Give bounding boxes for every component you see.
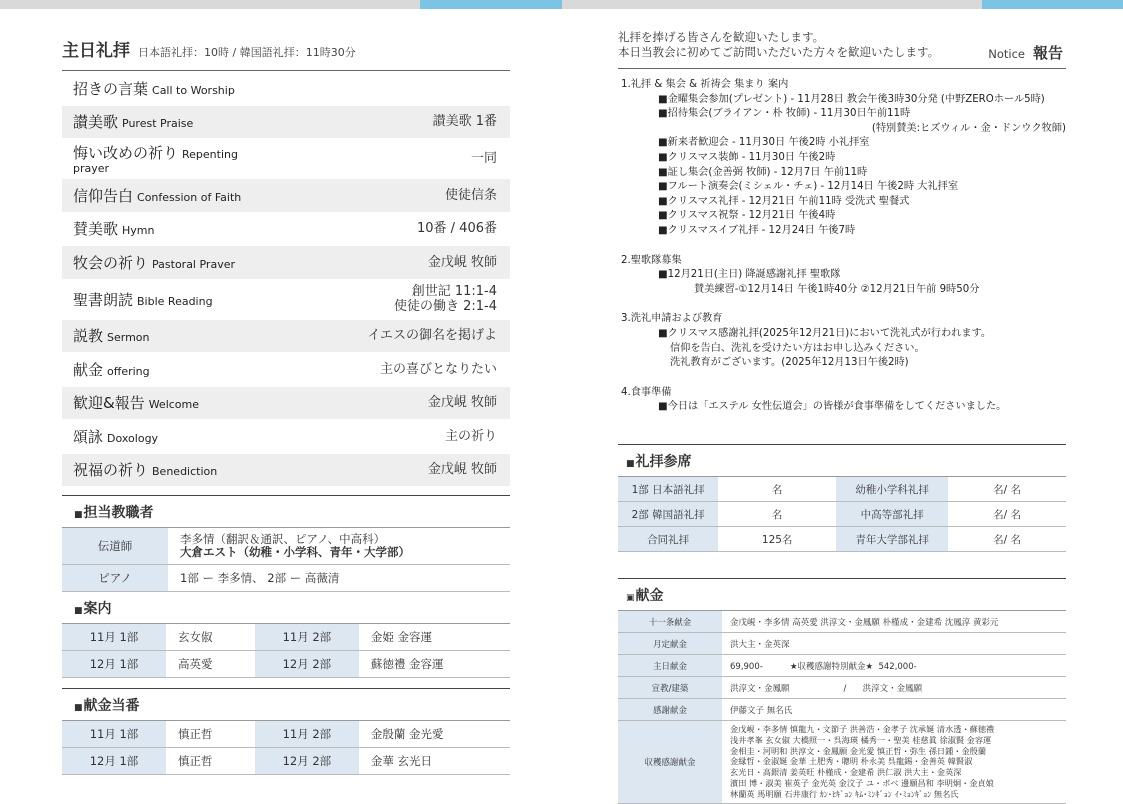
order-item-value	[428, 255, 497, 270]
table-cell: 青年大学部礼拝	[836, 527, 948, 552]
table-cell: 11月 2部	[255, 721, 359, 748]
order-item-value-line: 讃美歌 1番	[432, 114, 497, 130]
order-item	[62, 353, 510, 387]
attendance-heading: ■礼拝参席	[618, 444, 1066, 477]
order-item-name	[73, 185, 241, 206]
table-cell: 1部 日本語礼拝	[618, 477, 718, 502]
worship-page	[62, 36, 510, 775]
table-row	[618, 677, 1066, 699]
order-item-title	[73, 252, 235, 273]
order-item-value-line: 主の喜びとなりたい	[379, 361, 497, 377]
order-item-title	[73, 111, 193, 132]
order-item-value-line: 一同	[470, 151, 497, 166]
table-cell: 蘇徳禮 金容運	[359, 651, 510, 678]
order-item-ja: 悔い改めの祈り	[73, 144, 179, 162]
order-item-name	[73, 392, 199, 413]
order-item-ja: 祝福の祈り	[73, 461, 149, 480]
table-cell: 金華 玄光日	[359, 748, 510, 775]
table-cell: 名/ 名	[948, 502, 1066, 527]
offering-duty-table	[62, 721, 510, 775]
divider	[618, 68, 1066, 69]
announcement-section	[621, 78, 1066, 239]
offering-value: 69,900- ★収穫感謝特別献金★ 542,000-	[722, 655, 1066, 677]
table-cell: 名	[718, 502, 836, 527]
table-cell: 金殷蘭 金光愛	[359, 721, 510, 748]
order-item-name	[73, 218, 154, 239]
order-item-ja: 聖書朗読	[73, 290, 134, 309]
table-cell: 12月 2部	[255, 748, 359, 775]
guide-table	[62, 624, 510, 678]
announcements	[621, 78, 1066, 430]
service-times: 日本語礼拝：10時 / 韓国語礼拝：11時30分	[138, 46, 356, 59]
table-cell: 慎正哲	[166, 721, 255, 748]
table-cell: 12月 1部	[62, 651, 166, 678]
order-item	[62, 106, 510, 140]
order-item-value-line: 使徒信条	[444, 187, 497, 203]
order-item-en: Sermon	[107, 331, 150, 345]
table-row	[618, 502, 1066, 527]
table-row	[618, 633, 1066, 655]
announcement-line: 賛美練習-①12月14日 午後1時40分 ②12月21日午前 9時50分	[694, 283, 980, 295]
staff-label: 伝道師	[62, 528, 168, 565]
table-cell: 11月 2部	[255, 624, 359, 651]
table-cell: 中高等部礼拝	[836, 502, 948, 527]
top-bar-left-gray	[0, 0, 420, 9]
top-bar-right-gray	[562, 0, 982, 9]
order-item	[62, 320, 510, 354]
order-item-title	[73, 185, 241, 206]
table-row	[618, 527, 1066, 552]
top-bar-left-accent	[420, 0, 562, 9]
notice-page	[618, 30, 1066, 799]
order-item	[62, 387, 510, 421]
order-item-value	[394, 284, 497, 314]
order-item	[62, 139, 510, 179]
order-item-en: Benediction	[152, 465, 218, 479]
table-cell: 11月 1部	[62, 721, 166, 748]
table-row	[618, 699, 1066, 721]
order-item-en-cont: prayer	[73, 162, 110, 175]
table-row	[618, 721, 1066, 804]
order-item-en: Bible Reading	[137, 294, 213, 308]
offering-table	[618, 611, 1066, 804]
announcement-line: ■金曜集会参加(プレゼント) - 11月28日 教会午後3時30分発 (中野ZEROホール5時)	[658, 93, 1045, 105]
table-cell: 玄女俶	[166, 624, 255, 651]
order-of-worship	[62, 72, 510, 487]
offering-label: 月定献金	[618, 633, 722, 655]
table-row	[62, 565, 510, 592]
table-row	[618, 655, 1066, 677]
order-item-value-line: イエスの御名を掲げよ	[367, 328, 497, 344]
table-cell: 12月 1部	[62, 748, 166, 775]
staff-value: 1部 ー 李多情、 2部 ー 高薇清	[168, 565, 510, 592]
order-item-name	[73, 325, 150, 346]
order-item-value-line: 主の祈り	[444, 428, 497, 444]
order-item-en: Confession of Faith	[137, 190, 242, 204]
table-cell: 幼稚小学科礼拝	[836, 477, 948, 502]
order-item-value	[417, 221, 497, 236]
table-row	[618, 611, 1066, 633]
offering-label: 感謝献金	[618, 699, 722, 721]
offering-value: 伊藤文子 無名氏	[722, 699, 1066, 721]
order-item-name	[73, 252, 235, 273]
order-item-value	[380, 362, 497, 377]
table-row	[62, 721, 510, 748]
offering-duty-heading: ■献金当番	[62, 688, 510, 721]
page-title: 主日礼拝	[62, 41, 130, 61]
guide-heading: ■案内	[62, 592, 510, 624]
announcement-line: ■フルート演奏会(ミシェル・チェ) - 12月14日 午後2時 大礼拝室	[658, 181, 959, 193]
order-item-value	[433, 114, 497, 129]
table-cell: 名/ 名	[948, 527, 1066, 552]
offering-label: 収穫感謝献金	[618, 721, 722, 804]
offering-label: 宣教/建築	[618, 677, 722, 699]
worship-title-row	[62, 36, 510, 71]
offering-value: 洪大主・金英深	[722, 633, 1066, 655]
order-item-en: Call to Worship	[152, 83, 235, 97]
order-item-name	[73, 359, 150, 380]
order-item-value-line: 金戊峴 牧師	[427, 462, 497, 478]
announcement-section	[621, 312, 1066, 370]
table-row	[62, 748, 510, 775]
table-cell: 名/ 名	[948, 477, 1066, 502]
table-row	[62, 528, 510, 565]
order-item-name	[73, 426, 158, 447]
order-item	[62, 213, 510, 247]
announcement-section	[621, 386, 1066, 415]
announcement-line: 1.礼拝 & 集会 & 祈祷会 集まり 案内	[621, 79, 789, 90]
offering-value: 金戊峴・李多情 慎龍九・文節子 洪善浩・金孝子 沈承娫 清水透・蘇徳禮 浅井孝峯 玄女俶 大橋照一・呉海瑛 橘秀一・聖美 桂慈眞 徐淑賢 金容運 金相圭・河明和 洪淳文・金鳳願 金光愛 慎正哲・弥生 孫日鍾・金殷蘭 金縁哲・金淑娫 金華 土肥秀・聰明 朴永美 呉龍錫・金善英 韓賢淑 玄光日・高銀清 姜英旺 朴槿成・金建希 洪仁淑 洪大主・金英深 濱田 博・淑美 崔英子 金光英 金汶子 ユ・ボベ 邊願昌和 李明炯・金貞娘 林蘭英 馬明願 石井康行 ｶﾝ･ﾋｷﾞｮﾝ ｷﾑ･ﾐﾝｷﾞｮﾝ ｲ･ﾐｮﾝｷﾞｮﾝ 無名氏	[722, 721, 1066, 804]
offering-heading: ▣献金	[618, 578, 1066, 611]
offering-label: 主日献金	[618, 655, 722, 677]
announcement-line: ■今日は「エステル 女性伝道会」の皆様が食事準備をしてくださいました。	[658, 401, 1007, 413]
order-item-value-line: 金戊峴 牧師	[427, 254, 497, 270]
order-item-title	[73, 78, 235, 99]
order-item-ja: 説教	[73, 327, 104, 346]
order-item	[62, 280, 510, 320]
order-item-en: Repenting	[182, 148, 238, 161]
order-item-title	[73, 289, 213, 310]
attendance-section	[618, 444, 1066, 552]
order-item-value-line: 使徒の働き 2:1-4	[393, 299, 497, 314]
order-item-name	[73, 289, 213, 310]
announcement-line: ■証し集会(金善弼 牧師) - 12月7日 午前11時	[658, 166, 868, 178]
order-item-ja: 歓迎&報告	[73, 394, 145, 413]
order-item-value	[445, 429, 497, 444]
top-bar-right-accent	[982, 0, 1123, 9]
order-item-name	[73, 459, 217, 480]
order-item-en: Hymn	[122, 224, 155, 238]
order-item-ja: 牧会の祈り	[73, 253, 149, 272]
order-item	[62, 420, 510, 454]
order-item-value	[368, 328, 497, 343]
table-cell: 金姫 金容運	[359, 624, 510, 651]
order-item	[62, 72, 510, 106]
table-row	[618, 477, 1066, 502]
welcome-text: 礼拝を捧げる皆さんを歓迎いたします。 本日当教会に初めてご訪問いただいた方々を歓迎いたします。	[618, 30, 940, 59]
table-cell: 12月 2部	[255, 651, 359, 678]
order-item-value	[428, 395, 497, 410]
attendance-table	[618, 477, 1066, 552]
order-item-name	[73, 78, 235, 99]
order-item-ja: 献金	[73, 360, 104, 379]
order-item-title	[73, 426, 158, 447]
order-item	[62, 246, 510, 280]
notice-title: Notice 報告	[988, 44, 1063, 62]
announcement-line: 2.聖歌隊募集	[621, 254, 682, 266]
order-item-value	[471, 151, 497, 166]
order-item-title	[73, 392, 199, 413]
order-item-title	[73, 218, 154, 239]
order-item-en: Pastoral Praver	[152, 257, 235, 271]
table-cell: 慎正哲	[166, 748, 255, 775]
order-item-en: offering	[107, 364, 150, 378]
order-item-value-line: 10番 / 406番	[417, 221, 497, 237]
announcement-line: ■12月21日(主日) 降誕感謝礼拝 聖歌隊	[658, 269, 841, 281]
order-item-ja: 招きの言葉	[73, 79, 149, 98]
order-item-title	[73, 325, 150, 346]
order-item-title	[73, 142, 238, 163]
order-item-name	[73, 111, 193, 132]
order-item-value-line: 金戊峴 牧師	[427, 395, 497, 411]
announcement-line: ■クリスマス感謝礼拝(2025年12月21日)において洗礼式が行われます。	[658, 327, 992, 339]
announcement-section	[621, 254, 1066, 298]
announcement-line: ■新来者歓迎会 - 11月30日 午後2時 小礼拝室	[658, 137, 870, 149]
order-item-title	[73, 359, 150, 380]
order-item-ja: 頌詠	[73, 427, 104, 446]
order-item-name	[73, 142, 238, 175]
order-item-en: Welcome	[148, 398, 200, 412]
announcement-line: ■招待集会(ブライアン・朴 牧師) - 11月30日午前11時	[658, 108, 911, 120]
staff-label: ピアノ	[62, 565, 168, 592]
announcement-line: (特別賛美:ヒズウィル・金・ドンウク牧師)	[871, 122, 1066, 134]
announcement-line: 4.食事準備	[621, 386, 672, 398]
order-item-ja: 信仰告白	[73, 186, 134, 205]
order-item	[62, 179, 510, 213]
order-item-value-line: 創世記 11:1-4	[411, 284, 497, 299]
table-cell: 125名	[718, 527, 836, 552]
staff-table	[62, 528, 510, 592]
announcement-line: ■クリスマス礼拝 - 12月21日 午前11時 受洗式 聖餐式	[658, 195, 910, 207]
announcement-line: 信仰を告白、洗礼を受けたい方はお申し込みください。	[670, 342, 925, 354]
order-item-en: Purest Praise	[122, 117, 194, 131]
order-item-en: Doxology	[107, 431, 159, 445]
table-cell: 名	[718, 477, 836, 502]
table-row	[62, 624, 510, 651]
announcement-line: ■クリスマス祝祭 - 12月21日 午後4時	[658, 210, 836, 222]
offering-label: 十一条献金	[618, 611, 722, 633]
table-cell: 合同礼拝	[618, 527, 718, 552]
offering-section	[618, 578, 1066, 804]
table-cell: 高英愛	[166, 651, 255, 678]
order-item-value	[428, 462, 497, 477]
order-item	[62, 454, 510, 488]
order-item-ja: 賛美歌	[73, 220, 119, 239]
table-row	[62, 651, 510, 678]
order-item-title	[73, 459, 217, 480]
announcement-line: ■クリスマス装飾 - 11月30日 午後2時	[658, 151, 836, 163]
offering-value: 金戊峴・李多情 高英愛 洪淳文・金鳳願 朴槿成・金建希 沈鳳淳 黄彩元	[722, 611, 1066, 633]
order-item-value	[445, 188, 497, 203]
table-cell: 11月 1部	[62, 624, 166, 651]
offering-value: 洪淳文・金鳳願 / 洪淳文・金鳳願	[722, 677, 1066, 699]
announcement-line: 洗礼教育がございます。(2025年12月13日午後2時)	[670, 357, 909, 369]
table-cell: 2部 韓国語礼拝	[618, 502, 718, 527]
staff-heading: ■担当教職者	[62, 495, 510, 528]
staff-value: 李多情（翻訳＆通訳、ピアノ、中高科） 大倉エスト（幼稚・小学科、青年・大学部）	[168, 528, 510, 565]
announcement-line: 3.洗礼申請および教育	[621, 313, 723, 325]
order-item-ja: 讃美歌	[73, 113, 119, 132]
announcement-line: ■クリスマスイブ礼拝 - 12月24日 午後7時	[658, 224, 856, 236]
